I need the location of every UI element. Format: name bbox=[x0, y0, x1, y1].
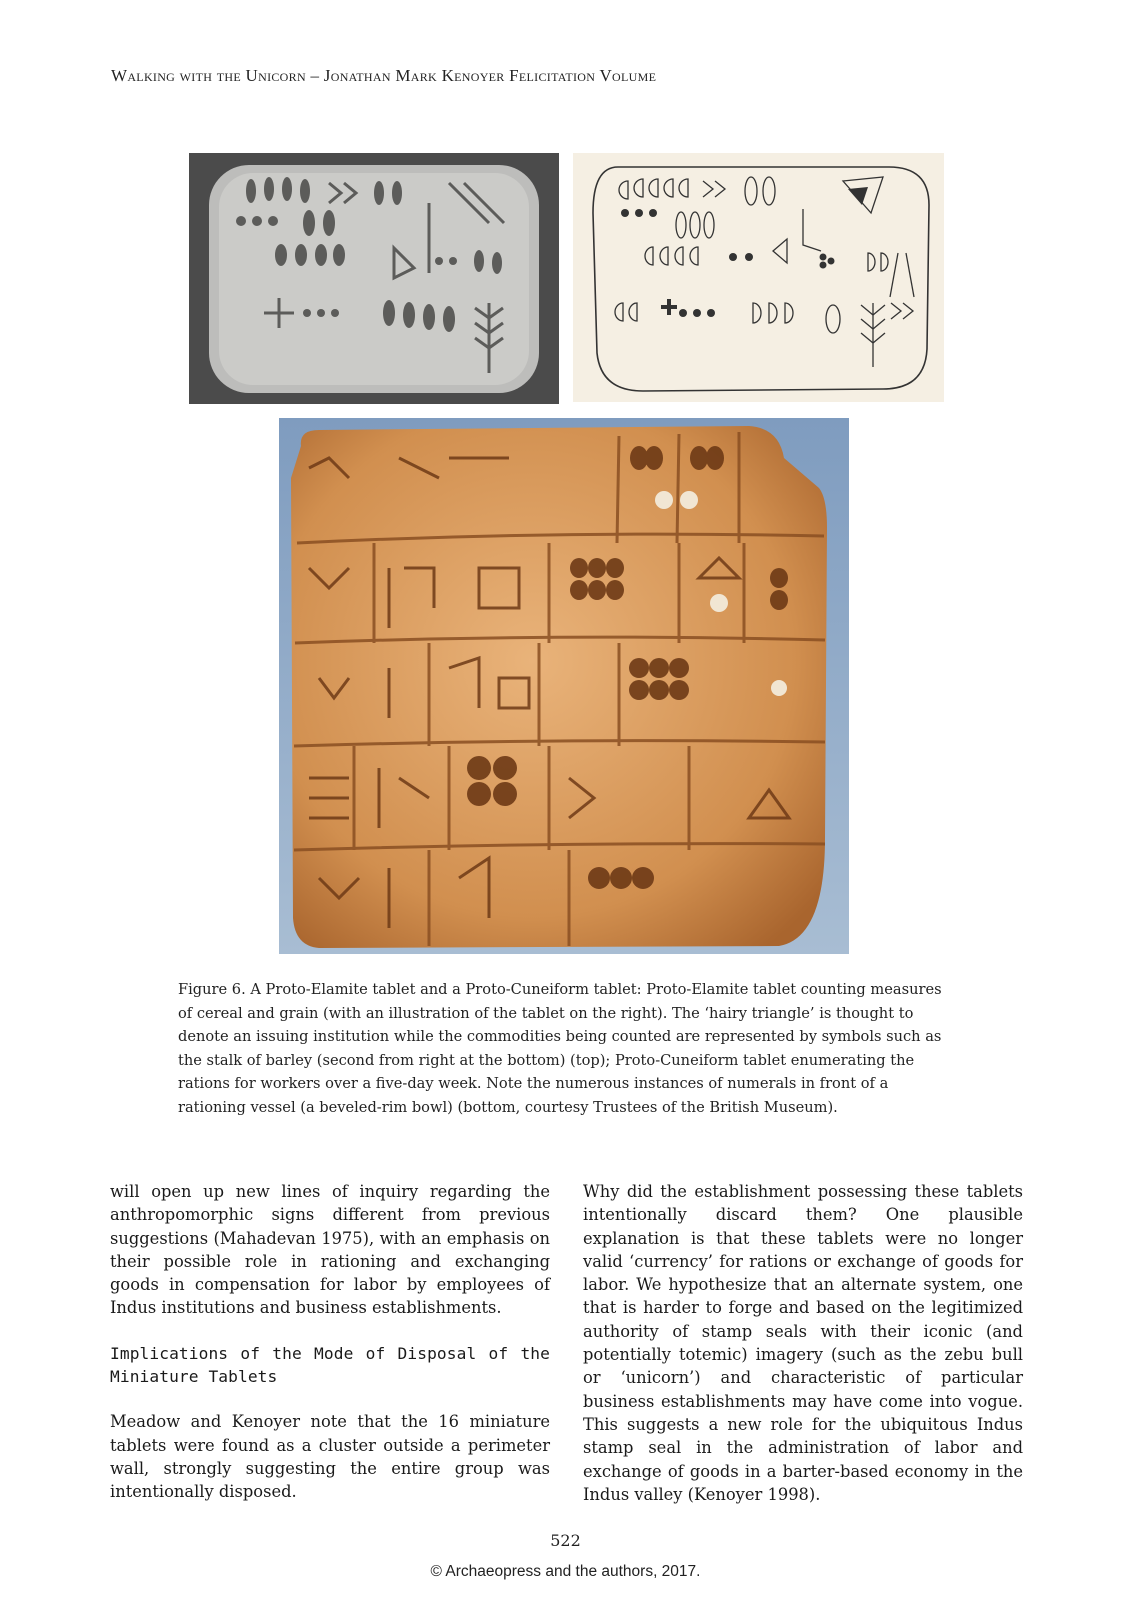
page-number: 522 bbox=[550, 1531, 581, 1550]
proto-elamite-tablet-drawing bbox=[573, 153, 944, 402]
section-heading: Implications of the Mode of Disposal of the Miniature Tablets bbox=[110, 1343, 550, 1387]
figure-caption: Figure 6. A Proto-Elamite tablet and a Proto-Cuneiform tablet: Proto-Elamite tablet counting measures of cereal and grain (with an illustration of the tablet on the right). The ‘hairy triangle’ is thought to denote an issuing institution while the commodities being counted are represented by symbols such as the stalk of barley (second from right at the bottom) (top); Proto-Cuneiform tablet enumerating the rations for workers over a five-day week. Note the numerous instances of numerals in front of a rationing vessel (a beveled-rim bowl) (bottom, courtesy Trustees of the British Museum). bbox=[178, 981, 942, 1116]
paragraph: will open up new lines of inquiry regarding the anthropomorphic signs different from previous suggestions (Mahadevan 1975), with an emphasis on their possible role in rationing and exchanging goods in compensation for labor by employees of Indus institutions and business establishments. bbox=[110, 1182, 550, 1318]
left-column bbox=[110, 1180, 550, 1504]
right-column bbox=[583, 1180, 1023, 1506]
paragraph: Meadow and Kenoyer note that the 16 miniature tablets were found as a cluster outside a perimeter wall, strongly suggesting the entire group was intentionally disposed. bbox=[110, 1412, 550, 1502]
running-header: Walking with the Unicorn – Jonathan Mark Kenoyer Felicitation Volume bbox=[111, 66, 657, 85]
copyright-notice: © Archaeopress and the authors, 2017. bbox=[430, 1563, 701, 1580]
proto-elamite-tablet-photo bbox=[189, 153, 559, 404]
proto-cuneiform-tablet-photo bbox=[279, 418, 849, 954]
paragraph: Why did the establishment possessing these tablets intentionally discard them? One plausible explanation is that these tablets were no longer valid ‘currency’ for rations or exchange of goods for labor. We hypothesize that an alternate system, one that is harder to forge and based on the legitimized authority of stamp seals with their iconic (and potentially totemic) imagery (such as the zebu bull or ‘unicorn’) and characteristic of particular business establishments may have come into vogue. This suggests a new role for the ubiquitous Indus stamp seal in the administration of labor and exchange of goods in a barter-based economy in the Indus valley (Kenoyer 1998). bbox=[583, 1182, 1023, 1504]
